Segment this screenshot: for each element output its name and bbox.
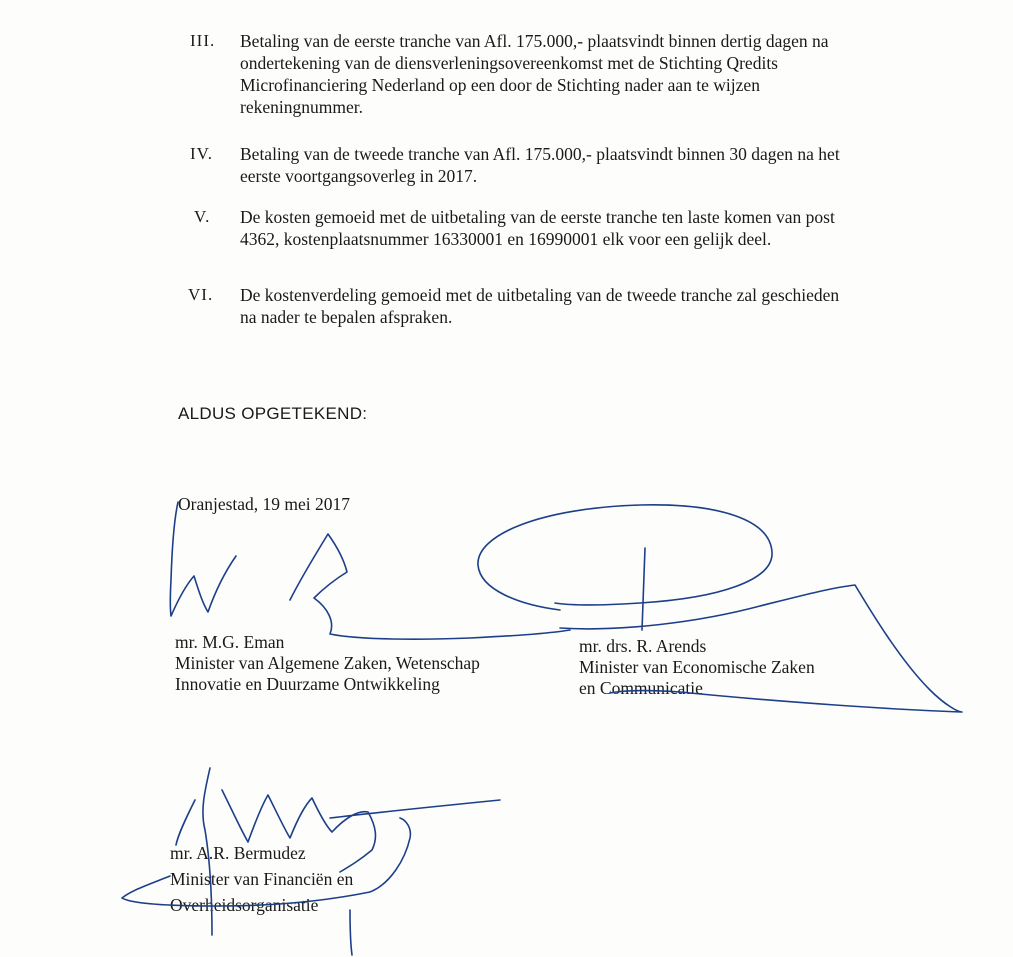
- clause-text: [240, 284, 920, 328]
- signatory-title-line: Overheidsorganisatie: [170, 895, 319, 915]
- clause-line: De kosten gemoeid met de uitbetaling van de eerste tranche ten laste komen van post: [240, 207, 835, 227]
- clause-line: rekeningnummer.: [240, 97, 363, 117]
- signatory-title-line: Minister van Economische Zaken: [579, 657, 815, 677]
- signatory-name: mr. A.R. Bermudez: [170, 843, 306, 863]
- signatory-title-line: Minister van Financiën en: [170, 869, 354, 889]
- clause-numeral: III.: [190, 31, 216, 50]
- clause-line: Betaling van de tweede tranche van Afl. 175.000,- plaatsvindt binnen 30 dagen na het: [240, 144, 840, 164]
- clause-text: [240, 30, 920, 118]
- signature-eman: [170, 502, 570, 639]
- signatory-title-line: Minister van Algemene Zaken, Wetenschap: [175, 653, 480, 673]
- clause-text: [240, 143, 920, 187]
- closing-heading: ALDUS OPGETEKEND:: [178, 404, 368, 423]
- clause-line: Betaling van de eerste tranche van Afl. 175.000,- plaatsvindt binnen dertig dagen na: [240, 31, 829, 51]
- clause-numeral: VI.: [188, 285, 214, 304]
- clause-line: Microfinanciering Nederland op een door de Stichting nader aan te wijzen: [240, 75, 760, 95]
- signatory-title-line: Innovatie en Duurzame Ontwikkeling: [175, 674, 440, 694]
- signatory-arends: [579, 636, 815, 699]
- clause-line: ondertekening van de diensverleningsovereenkomst met de Stichting Qredits: [240, 53, 778, 73]
- clause-line: eerste voortgangsoverleg in 2017.: [240, 166, 478, 186]
- place-date: Oranjestad, 19 mei 2017: [178, 494, 351, 514]
- signatory-bermudez: [170, 840, 353, 918]
- signatory-eman: [175, 632, 480, 695]
- clause-text: [240, 206, 920, 250]
- clause-line: De kostenverdeling gemoeid met de uitbetaling van de tweede tranche zal geschieden: [240, 285, 840, 305]
- clause-line: 4362, kostenplaatsnummer 16330001 en 16990001 elk voor een gelijk deel.: [240, 229, 772, 249]
- clause-numeral: V.: [194, 207, 211, 226]
- clause-line: na nader te bepalen afspraken.: [240, 307, 453, 327]
- signatory-name: mr. drs. R. Arends: [579, 636, 707, 656]
- signatory-name: mr. M.G. Eman: [175, 632, 285, 652]
- clause-numeral: IV.: [190, 144, 213, 163]
- signatory-title-line: en Communicatie: [579, 678, 703, 698]
